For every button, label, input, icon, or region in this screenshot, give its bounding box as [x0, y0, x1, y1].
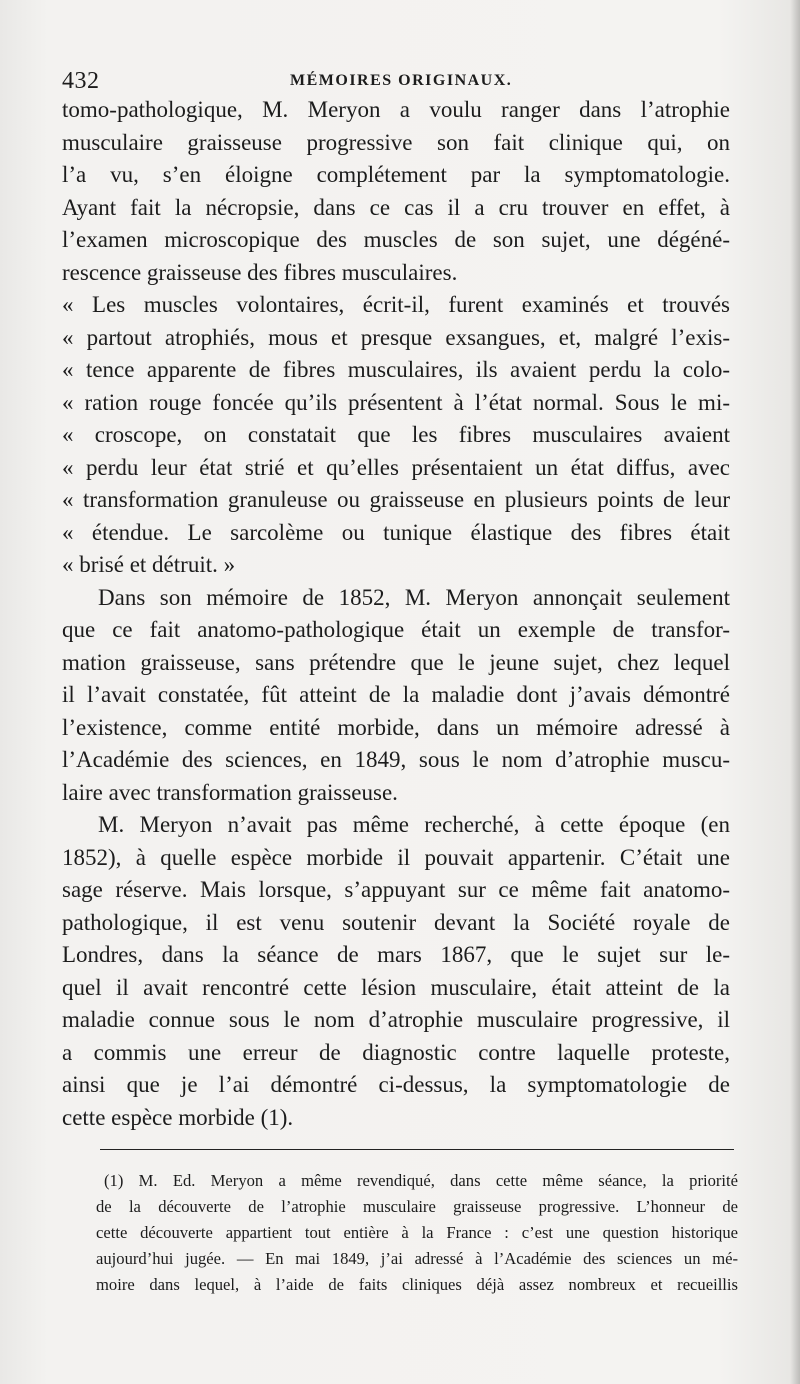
page-number: 432	[62, 68, 100, 94]
footnote-separator	[100, 1149, 734, 1150]
quote-line: « brisé et détruit. »	[62, 552, 236, 577]
body-line: Ayant fait la nécropsie, dans ce cas il a cru trouver en effet, à	[62, 194, 730, 220]
body-line: M. Meryon n’avait pas même recherché, à cette époque (en	[98, 812, 730, 837]
body-line: ainsi que je l’ai démontré ci-dessus, la symptomatologie de	[62, 1072, 730, 1097]
quote-line: « Les muscles volontaires, écrit-il, furent examinés et trouvés	[62, 292, 730, 317]
body-line: Londres, dans la séance de mars 1867, que le sujet sur le-	[62, 942, 730, 967]
body-text	[62, 94, 730, 1134]
body-line: l’a vu, s’en éloigne complétement par la symptomatologie.	[62, 162, 730, 187]
quote-line: « perdu leur état strié et qu’elles présentaient un état diffus, avec	[62, 454, 730, 480]
body-line: il l’avait constatée, fût atteint de la maladie dont j’avais démontré	[62, 682, 730, 707]
body-line: rescence graisseuse des fibres musculaires.	[62, 259, 458, 285]
body-line: que ce fait anatomo-pathologique était un exemple de transfor-	[62, 617, 730, 642]
quote-line: « étendue. Le sarcolème ou tunique élastique des fibres était	[62, 519, 730, 545]
body-line: Dans son mémoire de 1852, M. Meryon annonçait seulement	[98, 584, 730, 610]
body-line: 1852), à quelle espèce morbide il pouvait appartenir. C’était une	[62, 844, 730, 870]
page-edge-shadow	[790, 0, 800, 1384]
footnote-line: aujourd’hui jugée. — En mai 1849, j’ai adressé à l’Académie des sciences un mé-	[96, 1249, 738, 1268]
running-head: MÉMOIRES ORIGINAUX.	[290, 72, 513, 89]
body-line: laire avec transformation graisseuse.	[62, 779, 398, 805]
footnote-line: (1) M. Ed. Meryon a même revendiqué, dans cette même séance, la priorité	[104, 1171, 738, 1190]
quote-line: « partout atrophiés, mous et presque exsangues, et, malgré l’exis-	[62, 324, 730, 350]
body-line: sage réserve. Mais lorsque, s’appuyant sur ce même fait anatomo-	[62, 877, 730, 902]
body-line: tomo-pathologique, M. Meryon a voulu ranger dans l’atrophie	[62, 97, 730, 122]
body-line: maladie connue sous le nom d’atrophie musculaire progressive, il	[62, 1007, 730, 1032]
quote-line: « croscope, on constatait que les fibres musculaires avaient	[62, 422, 730, 447]
body-line: a commis une erreur de diagnostic contre laquelle proteste,	[62, 1039, 730, 1065]
body-line: musculaire graisseuse progressive son fait clinique qui, on	[62, 129, 730, 155]
body-line: quel il avait rencontré cette lésion musculaire, était atteint de la	[62, 974, 730, 1000]
footnote-line: de la découverte de l’atrophie musculaire graisseuse progressive. L’honneur de	[96, 1197, 738, 1216]
body-line: l’existence, comme entité morbide, dans un mémoire adressé à	[62, 714, 730, 740]
footnotes	[96, 1168, 738, 1298]
body-line: pathologique, il est venu soutenir devant la Société royale de	[62, 909, 730, 935]
body-line: mation graisseuse, sans prétendre que le jeune sujet, chez lequel	[62, 649, 730, 675]
body-line: cette espèce morbide (1).	[62, 1104, 294, 1130]
body-line: l’Académie des sciences, en 1849, sous le nom d’atrophie muscu-	[62, 747, 730, 772]
quote-line: « ration rouge foncée qu’ils présentent à l’état normal. Sous le mi-	[62, 389, 730, 415]
quote-line: « tence apparente de fibres musculaires, ils avaient perdu la colo-	[62, 357, 730, 382]
footnote-line: moire dans lequel, à l’aide de faits cliniques déjà assez nombreux et recueillis	[96, 1275, 738, 1294]
footnote-line: cette découverte appartient tout entière à la France : c’est une question historique	[96, 1223, 738, 1242]
quote-line: « transformation granuleuse ou graisseuse en plusieurs points de leur	[62, 487, 730, 512]
body-line: l’examen microscopique des muscles de son sujet, une dégéné-	[62, 227, 730, 252]
